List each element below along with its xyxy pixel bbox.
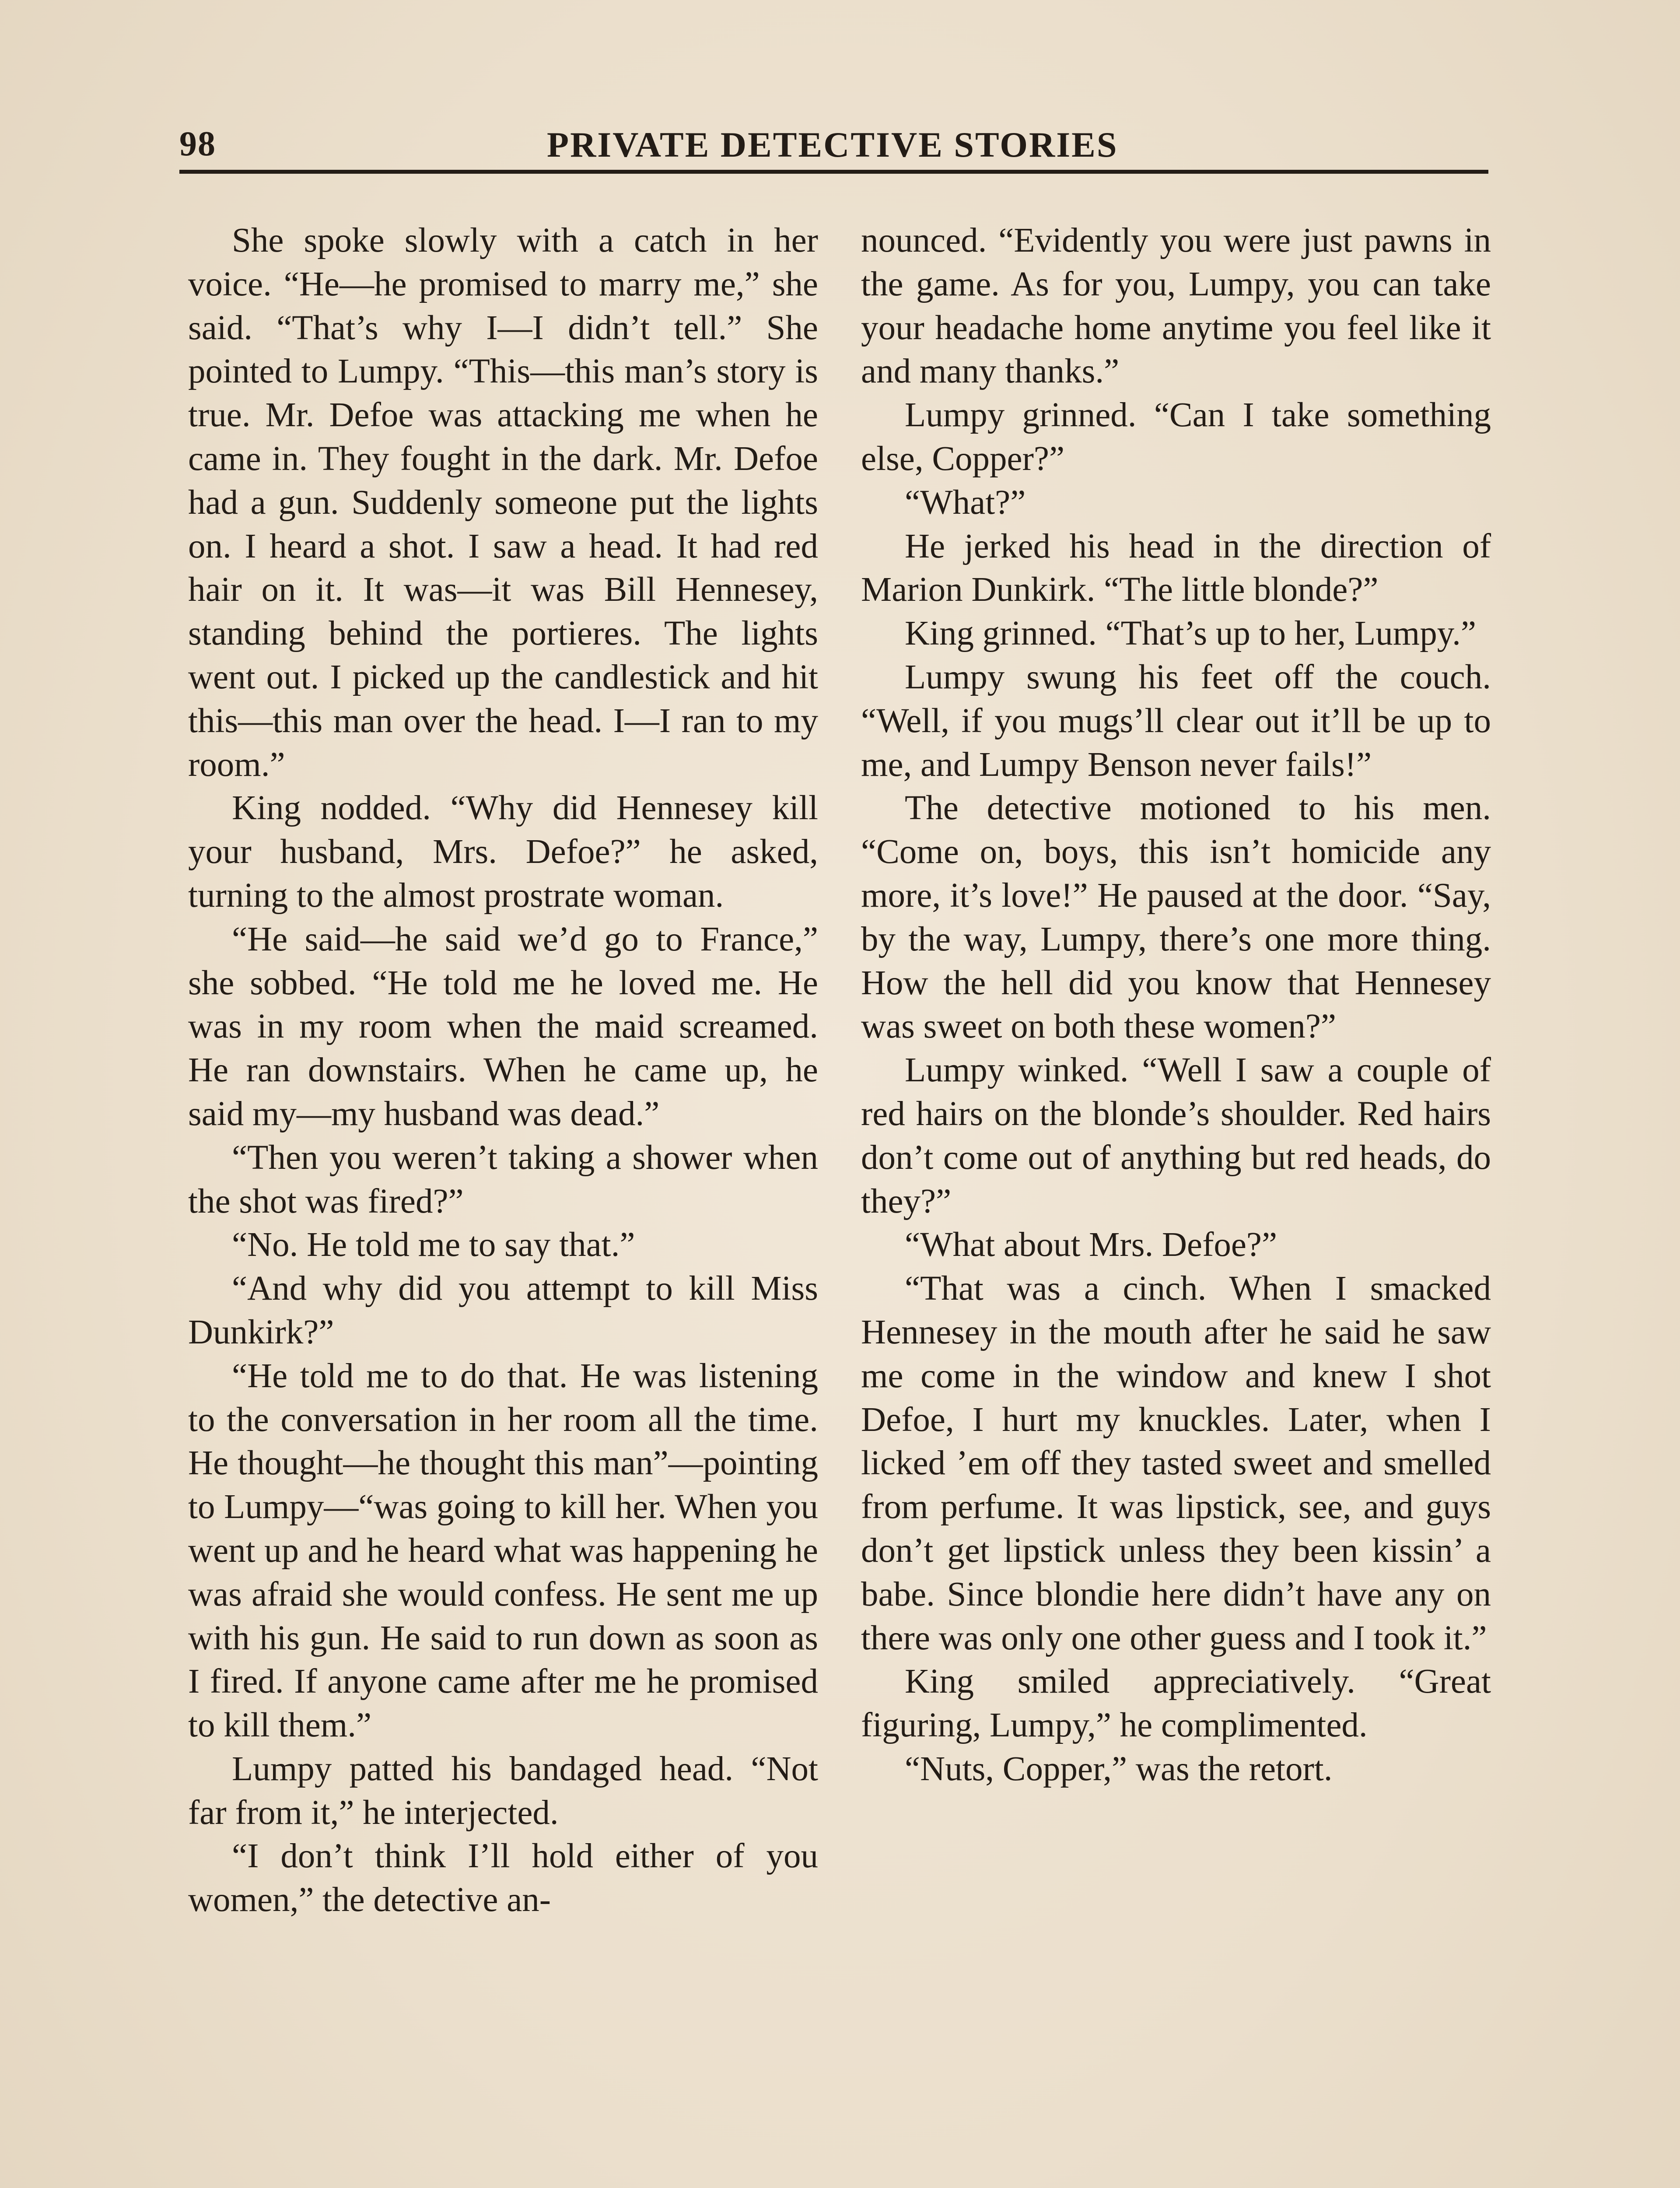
paragraph-continued: nounced. “Evidently you were just pawns in the game. As for you, Lumpy, you can take your headache home anytime you feel like it and many thanks.” (861, 221, 1491, 391)
paragraph: “What about Mrs. Defoe?” (905, 1226, 1278, 1264)
paragraph: “He told me to do that. He was listening to the conversation in her room all the time. He thought—he thought this man”—pointing to Lumpy—“was going to kill her. When you went up and he heard what was happening he was afraid she would confess. He sent me up with his gun. He said to run down as soon as I fired. If anyone came after me he promised to kill them.” (188, 1357, 818, 1745)
paragraph: King grinned. “That’s up to her, Lumpy.” (905, 614, 1476, 653)
paragraph: “What?” (905, 483, 1026, 522)
page-number: 98 (179, 125, 216, 163)
paragraph: He jerked his head in the direction of Marion Dunkirk. “The little blonde?” (861, 527, 1491, 609)
header-rule (179, 170, 1488, 174)
paragraph: “I don’t think I’ll hold either of you women,” the detective an- (188, 1837, 818, 1919)
running-title: PRIVATE DETECTIVE STORIES (547, 125, 1118, 165)
paragraph: “That was a cinch. When I smacked Hennesey in the mouth after he said he saw me come in the window and knew I shot Defoe, I hurt my knuckles. Later, when I licked ’em off they tasted sweet and smelled from perfume. It was lipstick, see, and guys don’t get lipstick unless they been kissin’ a babe. Since blondie here didn’t have any on there was only one other guess and I took it.” (861, 1269, 1491, 1657)
paragraph: King smiled appreciatively. “Great figuring, Lumpy,” he complimented. (861, 1662, 1491, 1745)
paragraph: “Then you weren’t taking a shower when the shot was fired?” (188, 1138, 818, 1220)
paragraph: Lumpy grinned. “Can I take something else, Copper?” (861, 396, 1491, 478)
paragraph: “He said—he said we’d go to France,” she sobbed. “He told me he loved me. He was in my room when the maid screamed. He ran downstairs. When he came up, he said my—my husband was dead.” (188, 920, 818, 1133)
paragraph: Lumpy patted his bandaged head. “Not far from it,” he interjected. (188, 1750, 818, 1832)
left-column (188, 219, 818, 1922)
paragraph: Lumpy winked. “Well I saw a couple of red hairs on the blonde’s shoulder. Red hairs don’t come out of anything but red heads, do they?” (861, 1051, 1491, 1220)
page-header (179, 118, 1488, 166)
paragraph: She spoke slowly with a catch in her voice. “He—he promised to marry me,” she said. “That’s why I—I didn’t tell.” She pointed to Lumpy. “This—this man’s story is true. Mr. Defoe was attacking me when he came in. They fought in the dark. Mr. Defoe had a gun. Suddenly someone put the lights on. I heard a shot. I saw a head. It had red hair on it. It was—it was Bill Hennesey, standing behind the portieres. The lights went out. I picked up the candlestick and hit this—this man over the head. I—I ran to my room.” (188, 221, 818, 784)
paragraph: King nodded. “Why did Hennesey kill your husband, Mrs. Defoe?” he asked, turning to the almost prostrate woman. (188, 789, 818, 915)
paragraph: “No. He told me to say that.” (232, 1226, 635, 1264)
paragraph: Lumpy swung his feet off the couch. “Well, if you mugs’ll clear out it’ll be up to me, and Lumpy Benson never fails!” (861, 658, 1491, 784)
right-column (861, 219, 1491, 1791)
paragraph: “Nuts, Copper,” was the retort. (905, 1750, 1333, 1788)
paragraph: “And why did you attempt to kill Miss Dunkirk?” (188, 1269, 818, 1351)
paragraph: The detective motioned to his men. “Come on, boys, this isn’t homicide any more, it’s love!” He paused at the door. “Say, by the way, Lumpy, there’s one more thing. How the hell did you know that Hennesey was sweet on both these women?” (861, 789, 1491, 1046)
